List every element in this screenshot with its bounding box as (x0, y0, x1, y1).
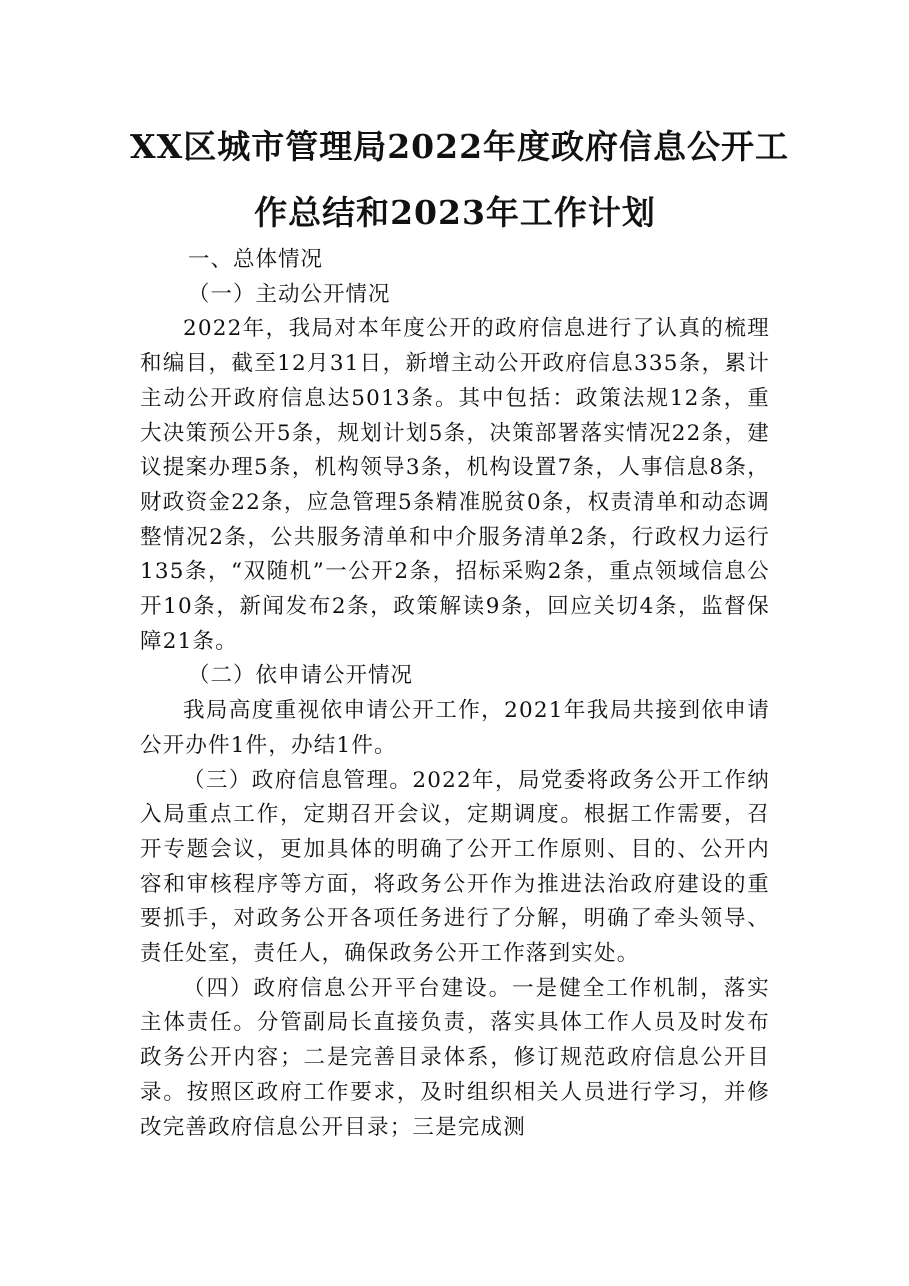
paragraph-information-management: （三）政府信息管理。2022年，局党委将政务公开工作纳入局重点工作，定期召开会议，定期调度。根据工作需要，召开专题会议，更加具体的明确了公开工作原则、目的、公开内容和审核程序等方面，将政务公开作为推进法治政府建设的重要抓手，对政务公开各项任务进行了分解，明确了牵头领导、责任处室，责任人，确保政务公开工作落到实处。 (140, 767, 770, 967)
paragraph-proactive-disclosure: 2022年，我局对本年度公开的政府信息进行了认真的梳理和编目，截至12月31日，新增主动公开政府信息335条，累计主动公开政府信息达5013条。其中包括：政策法规12条，重大决策预公开5条，规划计划5条，决策部署落实情况22条，建议提案办理5条，机构领导3条，机构设置7条，人事信息8条，财政资金22条，应急管理5条精准脱贫0条，权责清单和动态调整情况2条，公共服务清单和中介服务清单2条，行政权力运行135条，“双随机”一公开2条，招标采购2条，重点领域信息公开10条，新闻发布2条，政策解读9条，回应关切4条，监督保障21条。 (140, 316, 770, 654)
document-body (140, 243, 770, 1145)
section-heading-overview: 一、总体情况 (188, 247, 324, 272)
subsection-heading-request-disclosure: （二）依申请公开情况 (188, 663, 414, 689)
paragraph-platform-construction: （四）政府信息公开平台建设。一是健全工作机制，落实主体责任。分管副局长直接负责，落实具体工作人员及时发布政务公开内容；二是完善目录体系，修订规范政府信息公开目录。按照区政府工作要求，及时组织相关人员进行学习，并修改完善政府信息公开目录；三是完成测 (140, 975, 770, 1140)
document-title-line-2: 作总结和2023年工作计划 (254, 193, 656, 232)
paragraph-request-disclosure: 我局高度重视依申请公开工作，2021年我局共接到依申请公开办件1件，办结1件。 (140, 698, 770, 758)
subsection-heading-proactive-disclosure: （一）主动公开情况 (188, 281, 391, 307)
document-title-line-1: XX区城市管理局2022年度政府信息公开工 (130, 127, 790, 166)
